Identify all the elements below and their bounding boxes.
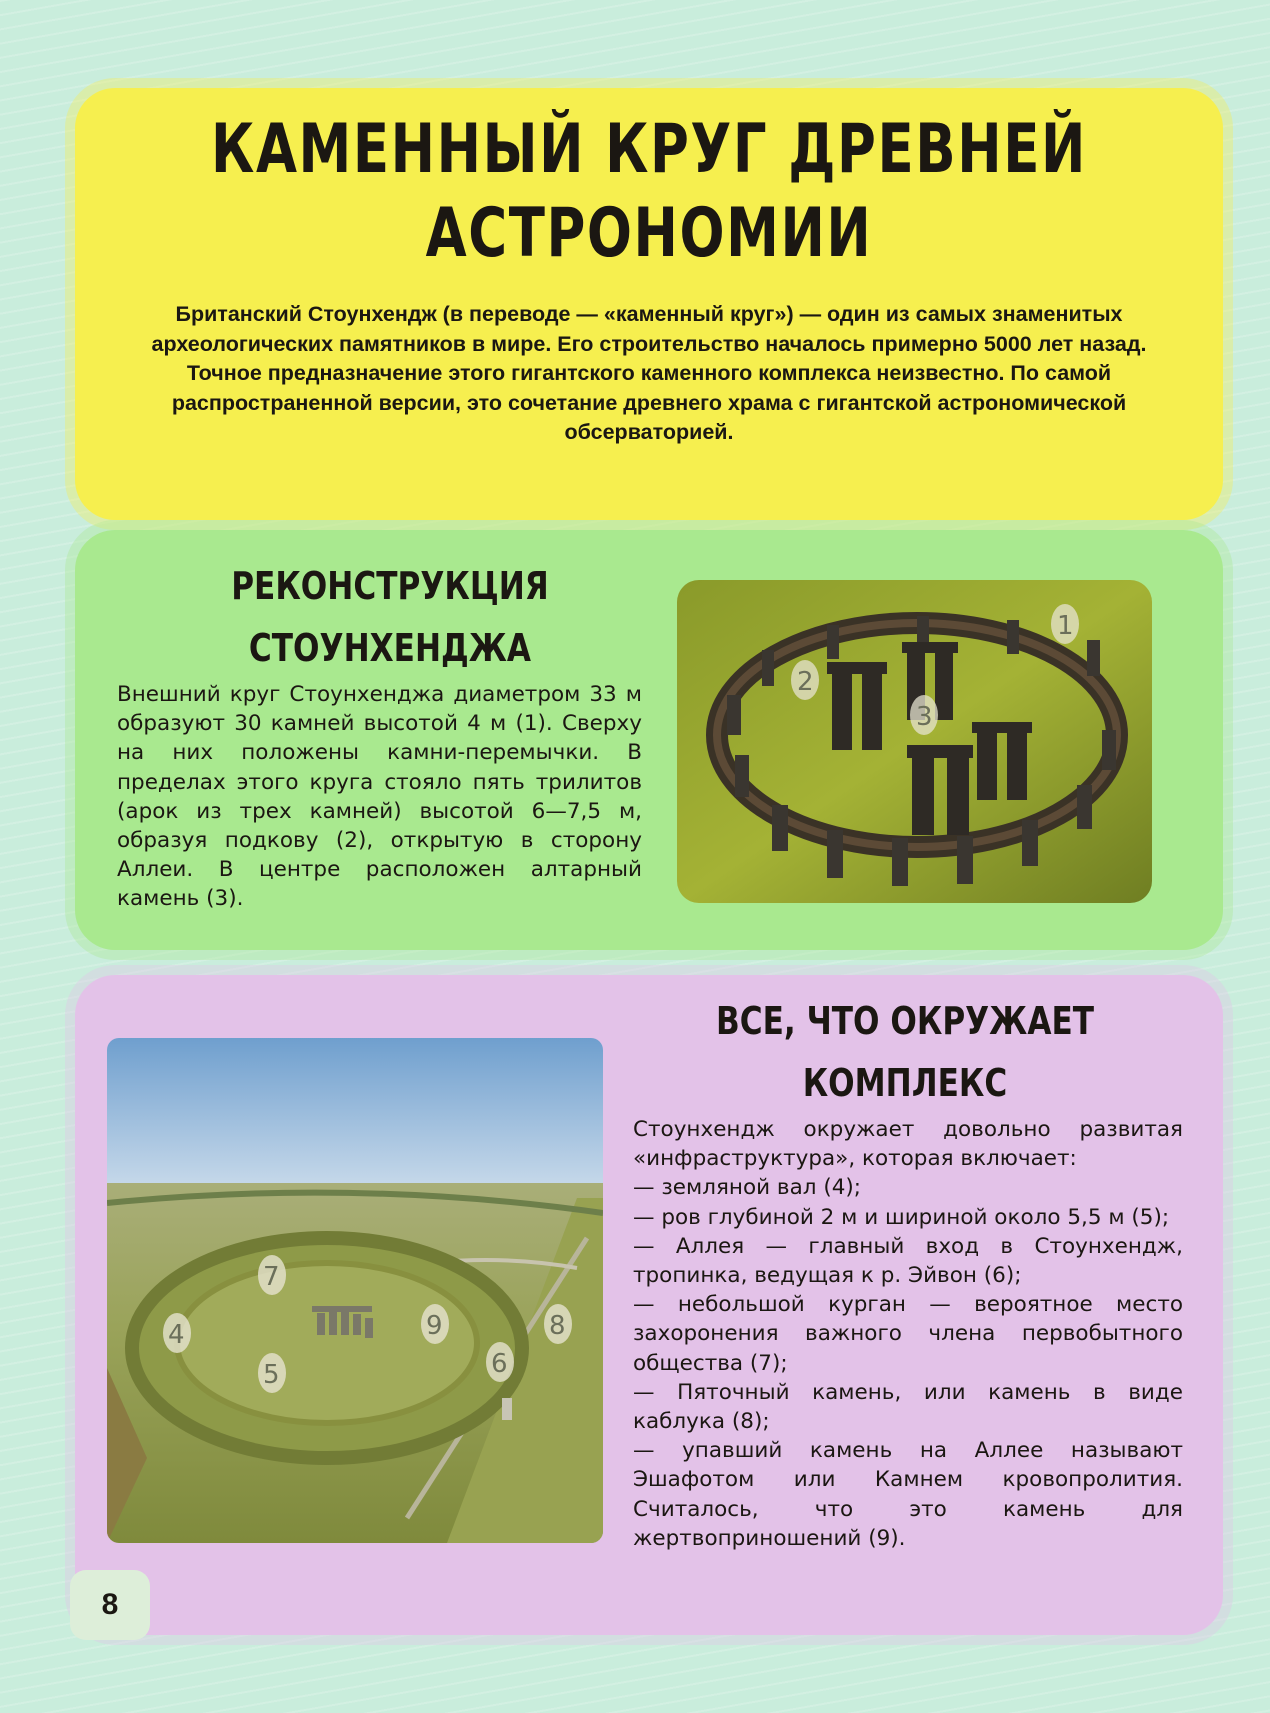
marker-1: 1 [1057, 611, 1074, 641]
surroundings-title-line2: КОМПЛЕКС [802, 1061, 1008, 1105]
marker-9: 9 [426, 1311, 443, 1341]
page-number: 8 [101, 1588, 119, 1621]
surroundings-line: — Пяточный камень, или камень в виде каблука (8); [633, 1379, 1183, 1435]
surroundings-line: — земляной вал (4); [633, 1175, 862, 1201]
page-number-badge [70, 1570, 150, 1640]
marker-3: 3 [916, 702, 933, 732]
surroundings-line: — небольшой курган — вероятное место захоронения важного члена первобытного общества (7); [633, 1292, 1183, 1376]
marker-7: 7 [263, 1262, 280, 1292]
stonehenge-aerial-image [107, 1038, 603, 1543]
marker-8: 8 [549, 1311, 566, 1341]
stonehenge-reconstruction-image [677, 580, 1152, 903]
surroundings-line: — ров глубиной 2 м и шириной около 5,5 м (5); [633, 1204, 1170, 1230]
reconstruction-text: Внешний круг Стоунхенджа диаметром 33 м образуют 30 камней высотой 4 м (1). Сверху на них положены камни-перемычки. В пределах этого круга стояло пять трилитов (арок из трех камней) высотой 6—7,5 м, образуя подкову (2), открытую в сторону Аллеи. В центре расположен алтарный камень (3). [117, 682, 642, 912]
surroundings-line: — упавший камень на Аллее называют Эшафотом или Камнем кровопролития. Считалось, что это камень для жертвоприношений (9). [633, 1438, 1183, 1551]
reconstruction-title-line2: СТОУНХЕНДЖА [248, 626, 532, 670]
page-title-line1: КАМЕННЫЙ КРУГ ДРЕВНЕЙ [211, 110, 1087, 189]
surroundings-title [675, 990, 1134, 1114]
marker-6: 6 [491, 1349, 508, 1379]
surroundings-text [633, 1115, 1183, 1553]
marker-2: 2 [797, 667, 814, 697]
reconstruction-title [160, 555, 619, 679]
surroundings-line: — Аллея — главный вход в Стоунхендж, тропинка, ведущая к р. Эйвон (6); [633, 1233, 1183, 1289]
page-title-line2: АСТРОНОМИИ [425, 194, 873, 273]
reconstruction-title-line1: РЕКОНСТРУКЦИЯ [231, 564, 549, 608]
surroundings-title-line1: ВСЕ, ЧТО ОКРУЖАЕТ [716, 999, 1094, 1043]
page-title [201, 108, 1096, 276]
surroundings-line: Стоунхендж окружает довольно развитая «инфраструктура», которая включает: [633, 1117, 1183, 1172]
intro-paragraph: Британский Стоунхендж (в переводе — «каменный круг») — один из самых знаменитых археологических памятников в мире. Его строительство началось примерно 5000 лет назад. Точное предназначение этого гигантского каменного комплекса неизвестно. По самой распространенной версии, это сочетание древнего храма с гигантской астрономической обсерваторией. [151, 302, 1147, 444]
marker-4: 4 [168, 1320, 185, 1350]
marker-5: 5 [263, 1360, 280, 1390]
